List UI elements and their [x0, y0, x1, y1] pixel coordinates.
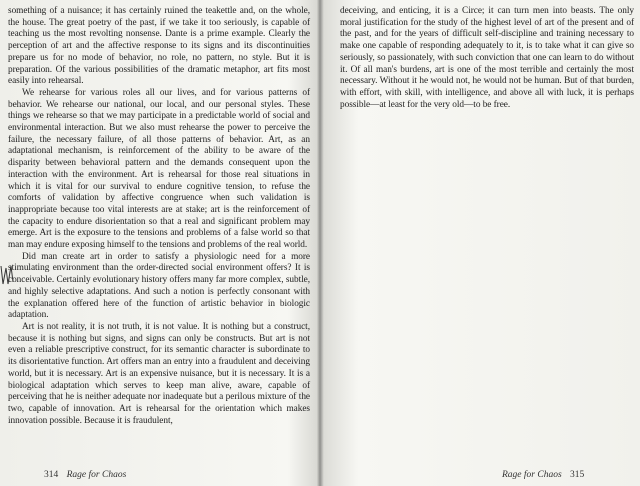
left-page-number: 314	[44, 470, 59, 480]
left-paragraph-1: something of a nuisance; it has certainly ruined the teakettle and, on the whole, the house. The great poetry of the past, if we take it too seriously, is capable of teaching us the most revolting nonsense. Dante is a prime example. Clearly the perception of art and the affective response to its signs and its discontinuities prepare us for no mode of behavior, no role, no pattern, no style. But it is preparation. Of the various possibilities of the dramatic metaphor, art fits most easily into rehearsal.	[8, 6, 310, 87]
left-paragraph-3: Did man create art in order to satisfy a physiologic need for a more stimulating environment than the order-directed social environment offers? It is conceivable. Certainly evolutionary history offers many far more complex, subtle, and highly selective adaptations. And such a notion is perfectly consonant with the explanation offered here of the function of artistic behavior in biologic adaptation.	[8, 251, 310, 321]
right-running-head: Rage for Chaos	[502, 470, 562, 480]
right-paragraph-1: deceiving, and enticing, it is a Circe; it can turn men into beasts. The only moral justification for the study of the highest level of art of the present and of the past, and for the years of difficult self-discipline and training necessary to make one capable of responding adequately to it, is to take what it can give so seriously, so passionately, with such conviction that one can learn to do without it. Of all man's burdens, art is one of the most terrible and certainly the most necessary. Without it he would not, he would not be human. But of that burden, with effort, with skill, with intelligence, and above all with luck, it is perhaps possible—at least for the very old—to be free.	[340, 6, 634, 110]
margin-annotation-mark	[0, 262, 15, 288]
left-paragraph-2: We rehearse for various roles all our lives, and for various patterns of behavior. We rehearse our national, our local, and our personal styles. These things we rehearse so that we may participate in a predictable world of social and environmental interaction. But we also must rehearse the power to perceive the failure, the necessary failure, of all those patterns of behavior. Art, as an adaptational mechanism, is reinforcement of the ability to be aware of the disparity between behavioral pattern and the demands consequent upon the interaction with the environment. Art is rehearsal for those real situations in which it is vital for our survival to endure cognitive tension, to refuse the comforts of validation by affective congruence when such validation is inappropriate because too vital interests are at stake; art is the reinforcement of the capacity to endure disorientation so that a real and significant problem may emerge. Art is the exposure to the tensions and problems of a false world so that man may endure exposing himself to the tensions and problems of the real world.	[8, 87, 310, 251]
right-page-text	[340, 6, 634, 111]
right-page	[322, 0, 640, 486]
right-page-footer	[502, 470, 584, 480]
right-page-number: 315	[570, 470, 585, 480]
left-page-text	[8, 6, 310, 427]
left-running-head: Rage for Chaos	[66, 470, 127, 480]
left-paragraph-4: Art is not reality, it is not truth, it is not value. It is nothing but a construct, because it is nothing but signs, and signs can only be constructs. But art is not even a reliable prescriptive construct, for its semantic character is subordinate to its disorientative function. Art offers man an entry into a fraudulent and deceiving world, but it is necessary. Art is an expensive nuisance, but it is necessary. It is a biological adaptation which serves to keep man alive, aware, capable of perceiving that he is neither adequate nor inadequate but a perilous mixture of the two, capable of innovation. Art is rehearsal for the orientation which makes innovation possible. Because it is fraudulent,	[8, 321, 310, 426]
left-page-footer	[44, 470, 126, 480]
